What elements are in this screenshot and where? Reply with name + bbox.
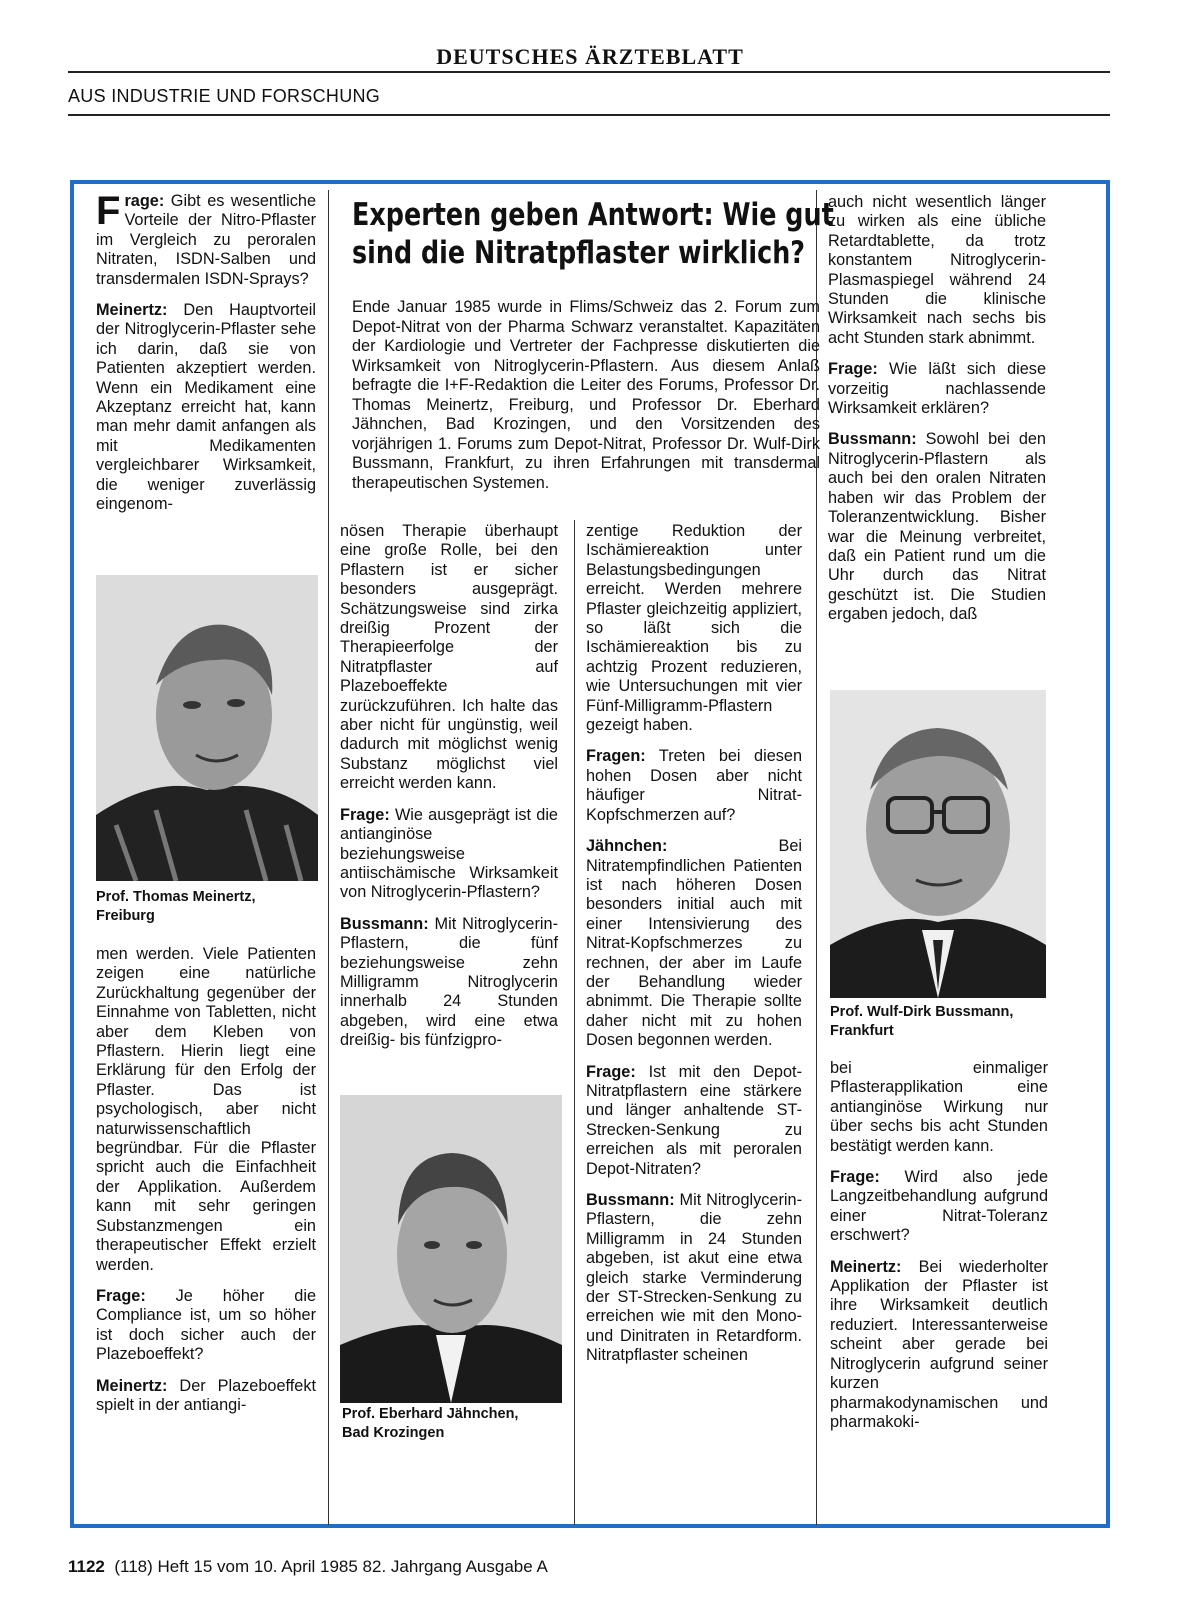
paragraph: Mit Nitroglycerin-Pflastern, die zehn Milligramm in 24 Stunden abgeben, ist akut eine etwa gleich starke Verminderung der ST-Strecken-Senkung zu erreichen wie mit den Mono- und Dinitraten in Retardform. Nitratpflaster scheinen (586, 1191, 802, 1365)
paragraph: Je höher die Compliance ist, um so höher ist doch sicher auch der Plazeboeffekt? (96, 1286, 316, 1364)
drop-cap: F (96, 189, 121, 233)
article-headline (352, 196, 834, 272)
paragraph: Den Hauptvorteil der Nitroglycerin-Pflaster sehe ich darin, daß sie von Patienten akzeptiert werden. Wenn ein Medikament eine Akzeptanz erreicht hat, kann man mehr damit anfangen als mit Medikamenten vergleichbarer Wirksamkeit, die weniger zuverlässig eingenom- (96, 301, 316, 514)
paragraph: nösen Therapie überhaupt eine große Rolle, bei den Pflastern ist er sicher besonders ausgeprägt. Schätzungsweise sind zirka dreißig Prozent der Therapieerfolge der Nitratpflaster auf Plazeboeffekte zurückzuführen. Ich halte das aber nicht für ungünstig, weil dadurch mit möglichst wenig Substanz möglichst viel erreicht werden kann. (340, 522, 558, 793)
speaker-label: Meinertz: (830, 1257, 902, 1276)
caption-line: Bad Krozingen (342, 1425, 445, 1441)
caption-line: Prof. Thomas Meinertz, (96, 889, 256, 905)
caption-line: Prof. Eberhard Jähnchen, (342, 1406, 519, 1422)
header-rule-top (68, 71, 1110, 73)
paragraph: Der Plazeboeffekt spielt in der antiangi- (96, 1376, 316, 1414)
speaker-label: Meinertz: (96, 1376, 168, 1395)
paragraph: Bei Nitratempfindlichen Patienten ist nach höheren Dosen besonders initial auch mit einer Intensivierung des Nitrat-Kopfschmerzes zu rechnen, der aber im Laufe der Behandlung wieder abnimmt. Die Therapie sollte daher nicht mit zu hohen Dosen begonnen werden. (586, 837, 802, 1050)
paragraph: Sowohl bei den Nitroglycerin-Pflastern als auch bei den oralen Nitraten haben wir das Problem der Toleranzentwicklung. Bisher war die Meinung verbreitet, daß ein Patient rund um die Uhr durch das Nitrat geschützt ist. Die Studien ergaben jedoch, daß (828, 430, 1046, 624)
column-2 (340, 522, 558, 1063)
paragraph: Gibt es wesentliche Vorteile der Nitro-Pflaster im Vergleich zu peroralen Nitraten, ISDN-Salben und transdermalen ISDN-Sprays? (96, 192, 316, 288)
headline-line: Experten geben Antwort: Wie gut (352, 197, 834, 233)
column-4-bottom (830, 1059, 1048, 1444)
caption-line: Frankfurt (830, 1023, 894, 1039)
header-rule-bottom (68, 114, 1110, 116)
paragraph: Treten bei diesen hohen Dosen aber nicht häufiger Nitrat-Kopfschmerzen auf? (586, 747, 802, 824)
page-footer (68, 1557, 548, 1577)
photo-caption-jaehnchen (342, 1405, 564, 1443)
speaker-label: Fragen: (586, 747, 646, 766)
speaker-label: Bussmann: (340, 914, 429, 933)
speaker-label: Meinertz: (96, 301, 168, 320)
paragraph: Wie läßt sich diese vorzeitig nachlassende Wirksamkeit erklären? (828, 360, 1046, 418)
paragraph: Wird also jede Langzeitbehandlung aufgrund einer Nitrat-Toleranz erschwert? (830, 1168, 1048, 1245)
issue-info: (118) Heft 15 vom 10. April 1985 82. Jahrgang Ausgabe A (114, 1557, 548, 1576)
paragraph: Ist mit den Depot-Nitratpflastern eine stärkere und länger anhaltende ST-Strecken-Senkung zu erreichen als mit peroralen Depot-Nitraten? (586, 1062, 802, 1178)
paragraph: Mit Nitroglycerin-Pflastern, die fünf beziehungsweise zehn Milligramm Nitroglycerin innerhalb 24 Stunden abgeben, wird eine etwa dreißig- bis fünfzigpro- (340, 914, 558, 1050)
speaker-label: Frage: (830, 1168, 880, 1187)
speaker-label: Bussmann: (586, 1191, 675, 1209)
portrait-image (340, 1095, 562, 1403)
column-divider-2 (574, 520, 575, 1525)
headline-line: sind die Nitratpflaster wirklich? (352, 235, 806, 271)
paragraph: Bei wiederholter Applikation der Pflaster ist ihre Wirksamkeit deutlich reduziert. Interessanterweise scheint aber gerade bei Nitroglycerin aufgrund seiner kurzen pharmakodynamischen und pharmakoki- (830, 1257, 1048, 1431)
column-1-top (96, 189, 316, 527)
caption-line: Freiburg (96, 908, 155, 924)
column-4-top (828, 193, 1046, 637)
portrait-image (830, 690, 1046, 998)
column-3 (586, 522, 802, 1378)
speaker-label: Frage: (96, 1286, 146, 1305)
caption-line: Prof. Wulf-Dirk Bussmann, (830, 1004, 1014, 1020)
speaker-label: Frage: (586, 1062, 636, 1081)
paragraph: men werden. Viele Patienten zeigen eine natürliche Zurückhaltung gegenüber der Einnahme von Tabletten, nicht aber dem Kleben von Pflastern. Hierin liegt eine Erklärung für den Erfolg der Pflaster. Das ist psychologisch, aber nicht naturwissenschaftlich begründbar. Für die Pflaster spricht auch die Einfachheit der Applikation. Außerdem kann mit sehr geringen Substanzmengen ein therapeutischer Effekt erzielt werden. (96, 945, 316, 1274)
speaker-label: rage: (124, 192, 165, 210)
photo-jaehnchen (340, 1095, 562, 1403)
paragraph: auch nicht wesentlich länger zu wirken als eine übliche Retardtablette, da trotz konstantem Nitroglycerin-Plasmaspiegel während 24 Stunden die klinische Wirksamkeit nach sechs bis acht Stunden stark abnimmt. (828, 193, 1046, 347)
column-divider-1 (328, 190, 329, 1525)
article-intro: Ende Januar 1985 wurde in Flims/Schweiz das 2. Forum zum Depot-Nitrat von der Pharma Schwarz veranstaltet. Kapazitäten der Kardiologie und Vertreter der Fachpresse diskutierten die Wirksamkeit von Nitroglycerin-Pflastern. Aus diesem Anlaß befragte die I+F-Redaktion die Leiter des Forums, Professor Dr. Thomas Meinertz, Freiburg, und Professor Dr. Eberhard Jähnchen, Bad Krozingen, und den Vorsitzenden des vorjährigen 1. Forums zum Depot-Nitrat, Professor Dr. Wulf-Dirk Bussmann, Frankfurt, zu ihren Erfahrungen mit transdermal therapeutischen Systemen. (352, 298, 820, 492)
photo-meinertz (96, 575, 318, 881)
paragraph: zentige Reduktion der Ischämiereaktion unter Belastungsbedingungen erreicht. Werden mehrere Pflaster gleichzeitig appliziert, so läßt sich die Ischämiereaktion bis zu achtzig Prozent reduzieren, wie Untersuchungen mit vier Fünf-Milligramm-Pflastern gezeigt haben. (586, 522, 802, 735)
photo-caption-meinertz (96, 888, 318, 926)
paragraph: bei einmaliger Pflasterapplikation eine antianginöse Wirkung nur über sechs bis acht Stunden bestätigt werden kann. (830, 1059, 1048, 1155)
speaker-label: Frage: (340, 805, 390, 824)
column-1-bottom (96, 945, 316, 1427)
page-number: 1122 (68, 1557, 105, 1576)
speaker-label: Bussmann: (828, 430, 917, 449)
photo-bussmann (830, 690, 1046, 998)
paragraph: Wie ausgeprägt ist die antianginöse beziehungsweise antiischämische Wirksamkeit von Nitroglycerin-Pflastern? (340, 805, 558, 902)
photo-caption-bussmann (830, 1003, 1046, 1041)
speaker-label: Frage: (828, 360, 878, 379)
section-title: AUS INDUSTRIE UND FORSCHUNG (68, 86, 381, 106)
masthead: DEUTSCHES ÄRZTEBLATT (436, 44, 744, 69)
speaker-label: Jähnchen: (586, 837, 668, 856)
portrait-image (96, 575, 318, 881)
